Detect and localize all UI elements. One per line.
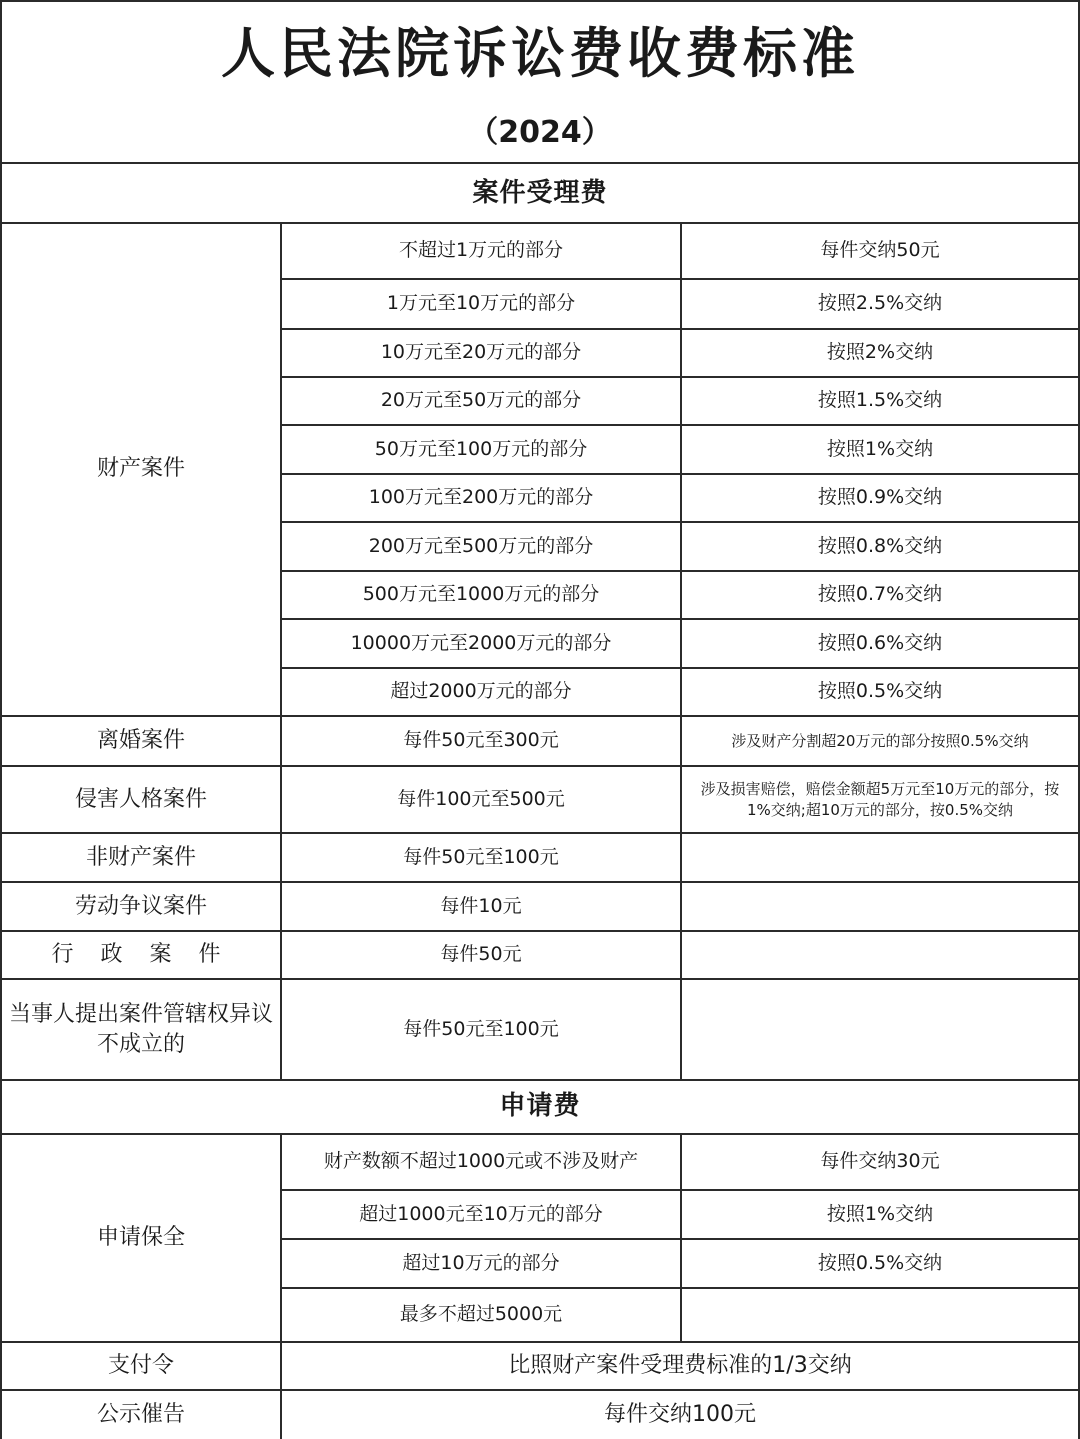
grid-line xyxy=(0,765,1080,767)
property-fee-cell: 按照1.5%交纳 xyxy=(817,389,943,412)
property-fee-cell: 按照0.5%交纳 xyxy=(817,680,943,703)
property-range-cell: 1万元至10万元的部分 xyxy=(386,292,576,315)
grid-line xyxy=(280,222,282,1079)
case-type-label: 非财产案件 xyxy=(85,844,196,870)
case-type-label: 当事人提出案件管辖权异议不成立的 xyxy=(8,1001,273,1057)
preservation-fee-cell: 每件交纳30元 xyxy=(820,1150,940,1173)
section-application-fee: 申请费 xyxy=(499,1091,581,1122)
property-range-cell: 10000万元至2000万元的部分 xyxy=(350,631,612,654)
case-note-cell: 涉及财产分割超20万元的部分按照0.5%交纳 xyxy=(731,731,1029,750)
property-cases-label: 财产案件 xyxy=(96,456,185,482)
property-range-cell: 10万元至20万元的部分 xyxy=(380,341,582,364)
case-type-label: 行 政 案 件 xyxy=(51,942,231,968)
preservation-fee-cell xyxy=(682,1289,1078,1341)
property-range-cell: 超过2000万元的部分 xyxy=(390,680,572,703)
preservation-range-cell: 超过10万元的部分 xyxy=(402,1251,560,1274)
grid-line xyxy=(680,222,682,1079)
property-fee-cell: 按照1%交纳 xyxy=(826,437,934,460)
preservation-range-cell: 财产数额不超过1000元或不涉及财产 xyxy=(323,1150,639,1173)
property-range-cell: 50万元至100万元的部分 xyxy=(374,437,588,460)
grid-line xyxy=(0,1079,1080,1081)
preservation-fee-cell: 按照1%交纳 xyxy=(826,1202,934,1225)
preservation-range-cell: 超过1000元至10万元的部分 xyxy=(359,1202,603,1225)
preservation-label: 申请保全 xyxy=(96,1225,185,1251)
section-case-fee: 案件受理费 xyxy=(472,178,608,209)
grid-line xyxy=(680,1133,682,1341)
case-fee-cell: 每件50元至100元 xyxy=(403,845,559,868)
property-fee-cell: 按照2.5%交纳 xyxy=(817,292,943,315)
grid-line xyxy=(0,978,1080,980)
property-fee-cell: 按照0.8%交纳 xyxy=(817,534,943,557)
grid-line xyxy=(0,881,1080,883)
grid-line xyxy=(0,1133,1080,1135)
property-fee-cell: 按照0.9%交纳 xyxy=(817,486,943,509)
grid-line xyxy=(0,162,1080,164)
case-fee-cell: 每件10元 xyxy=(440,894,522,917)
public-notice-fee: 每件交纳100元 xyxy=(604,1402,756,1428)
case-note-cell xyxy=(682,834,1078,881)
grid-line xyxy=(0,0,1080,2)
property-range-cell: 100万元至200万元的部分 xyxy=(368,486,594,509)
grid-line xyxy=(0,1389,1080,1391)
public-notice-label: 公示催告 xyxy=(96,1402,185,1428)
case-note-cell xyxy=(682,932,1078,978)
grid-line xyxy=(0,1341,1080,1343)
year-label: （2024） xyxy=(468,114,612,150)
preservation-range-cell: 最多不超过5000元 xyxy=(399,1303,563,1326)
property-range-cell: 500万元至1000万元的部分 xyxy=(362,583,600,606)
case-type-label: 劳动争议案件 xyxy=(74,893,207,919)
property-range-cell: 200万元至500万元的部分 xyxy=(368,534,594,557)
property-fee-cell: 按照0.6%交纳 xyxy=(817,631,943,654)
property-fee-cell: 每件交纳50元 xyxy=(820,239,940,262)
case-note-cell xyxy=(682,883,1078,930)
page-title: 人民法院诉讼费收费标准 xyxy=(221,21,859,85)
case-type-label: 离婚案件 xyxy=(96,728,185,754)
grid-line xyxy=(0,832,1080,834)
case-fee-cell: 每件50元至100元 xyxy=(403,1017,559,1040)
property-fee-cell: 按照2%交纳 xyxy=(826,341,934,364)
payment-order-label: 支付令 xyxy=(107,1353,174,1379)
property-range-cell: 不超过1万元的部分 xyxy=(398,239,564,262)
grid-line xyxy=(280,1133,282,1439)
property-range-cell: 20万元至50万元的部分 xyxy=(380,389,582,412)
preservation-fee-cell: 按照0.5%交纳 xyxy=(817,1251,943,1274)
property-fee-cell: 按照0.7%交纳 xyxy=(817,583,943,606)
grid-line xyxy=(0,715,1080,717)
case-note-cell xyxy=(682,980,1078,1079)
grid-line xyxy=(0,0,2,1439)
case-fee-cell: 每件50元 xyxy=(440,943,522,966)
case-type-label: 侵害人格案件 xyxy=(74,786,207,812)
case-fee-cell: 每件50元至300元 xyxy=(403,729,559,752)
payment-order-fee: 比照财产案件受理费标准的1/3交纳 xyxy=(508,1353,852,1379)
case-fee-cell: 每件100元至500元 xyxy=(397,787,565,810)
grid-line xyxy=(0,930,1080,932)
case-note-cell: 涉及损害赔偿，赔偿金额超5万元至10万元的部分，按1%交纳;超10万元的部分，按0.5%交纳 xyxy=(700,780,1060,819)
grid-line xyxy=(0,222,1080,224)
